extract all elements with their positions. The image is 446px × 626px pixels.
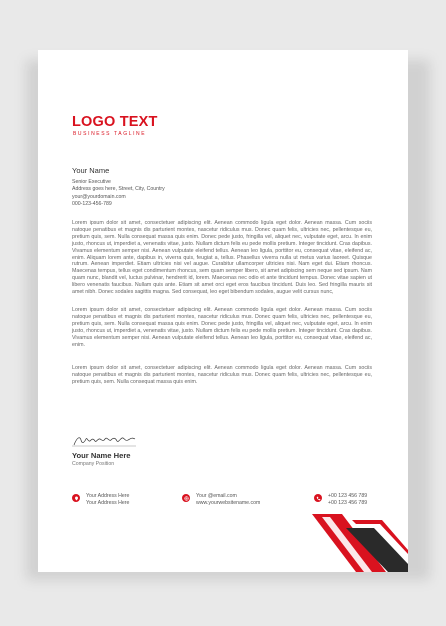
recipient-address: Address goes here, Street, City, Country [72,186,165,193]
body-paragraph-1: Lorem ipsum dolor sit amet, consectetuer adipiscing elit. Aenean commodo ligula eget dolor. Aenean massa. Cum sociis natoque penatibus et magnis dis parturient montes, nascetur ridiculus mus. Donec quam felis, ultricies nec, pellentesque eu, pretium quis, sem. Nulla consequat massa quis enim. Donec pede justo, fringilla vel, aliquet nec, vulputate eget, arcu. In enim justo, rhoncus ut, imperdiet a, venenatis vitae, justo. Nullam dictum felis eu pede mollis pretium. Integer tincidunt. Cras dapibus. Vivamus elementum semper nisi. Aenean vulputate eleifend tellus. Aenean leo ligula, porttitor eu, consequat vitae, eleifend ac, enim. Aliquam lorem ante, dapibus in, viverra quis, feugiat a, tellus. Phasellus viverra nulla ut metus varius laoreet. Quisque rutrum. Aenean imperdiet. Etiam ultricies nisi vel augue. Curabitur ullamcorper ultricies nisi. Nam eget dui. Etiam rhoncus. Maecenas tempus, tellus eget condimentum rhoncus, sem quam semper libero, sit amet adipiscing sem neque sed ipsum. Nam quam nunc, blandit vel, luctus pulvinar, hendrerit id, lorem. Maecenas nec odio et ante tincidunt tempus. Donec vitae sapien ut libero venenatis faucibus. Nullam quis ante. Etiam sit amet orci eget eros faucibus tincidunt. Duis leo. Sed fringilla mauris sit amet nibh. Donec sodales sagittis magna. Sed consequat, leo eget bibendum sodales, augue velit cursus nunc, [72,220,372,296]
footer-address [72,493,129,507]
footer-email[interactable]: Your @email.com [196,493,237,499]
footer-web [182,493,260,507]
recipient-email: your@yourdomain.com [72,193,126,200]
logo [72,114,158,137]
body-paragraph-2: Lorem ipsum dolor sit amet, consectetuer adipiscing elit. Aenean commodo ligula eget dolor. Aenean massa. Cum sociis natoque penatibus et magnis dis parturient montes, nascetur ridiculus mus. Donec quam felis, ultricies nec, pellentesque eu, pretium quis, sem. Nulla consequat massa quis enim. Donec pede justo, fringilla vel, aliquet nec, vulputate eget, arcu. In enim justo, rhoncus ut, imperdiet a, venenatis vitae, justo. Nullam dictum felis eu pede mollis pretium. Integer tincidunt. Cras dapibus. Vivamus elementum semper nisi. Aenean vulputate eleifend tellus. Aenean leo ligula, porttitor eu, consequat vitae, eleifend ac, enim. [72,307,372,348]
logo-text: LOGO TEXT [72,114,158,130]
recipient-name: Your Name [72,166,110,175]
signer-position: Company Position [72,461,115,467]
signature-image [72,434,142,448]
phone-icon [314,494,322,502]
signer-name: Your Name Here [72,451,131,460]
footer-address-line-2: Your Address Here [86,500,130,507]
body-paragraph-3: Lorem ipsum dolor sit amet, consectetuer adipiscing elit. Aenean commodo ligula eget dolor. Aenean massa. Cum sociis natoque penatibus et magnis dis parturient montes, nascetur ridiculus mus. Donec quam felis, ultricies nec, pellentesque eu, pretium quis, sem. Nulla consequat massa quis enim. [72,365,372,385]
footer-website[interactable]: www.yourwebsitename.com [196,500,261,507]
recipient-block [72,166,165,209]
recipient-title: Senior Executive [72,179,111,185]
footer-phone [314,493,367,507]
logo-tagline: BUSINESS TAGLINE [73,131,147,137]
footer-address-line-1: Your Address Here [86,493,130,499]
letterhead-page [38,50,408,572]
globe-icon [182,494,190,502]
recipient-phone: 000-123-456-789 [72,201,112,208]
footer-phone-line-1[interactable]: +00 123 456 789 [328,493,368,499]
corner-decoration [308,514,408,572]
signature-stroke [74,438,135,445]
footer-phone-line-2[interactable]: +00 123 456 789 [328,500,368,507]
location-pin-icon [72,494,80,502]
